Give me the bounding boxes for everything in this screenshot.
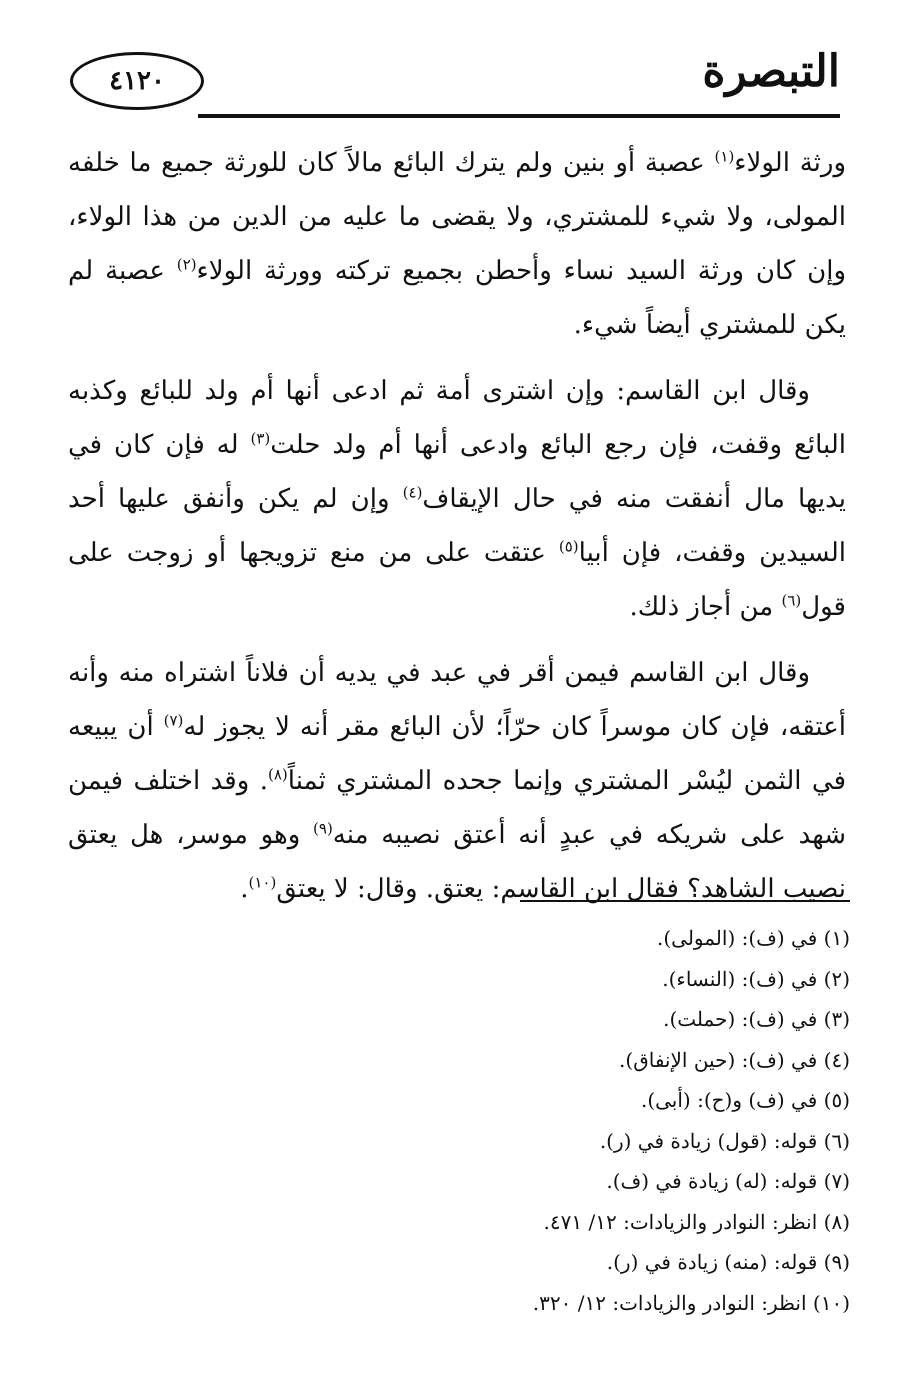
paragraph-text: ورثة الولاء	[734, 148, 846, 178]
footnote: (١٠) انظر: النوادر والزيادات: ١٢/ ٣٢٠.	[532, 1290, 850, 1315]
paragraph-text: عتقت على من منع تزويجها أو زوجت على قول	[68, 538, 846, 622]
paragraph-text: وقال ابن القاسم فيمن أقر في عبد في يديه أن فلاناً اشتراه منه وأنه أعتقه، فإن كان موسراً كان حرّاً؛ لأن البائع مقر أنه لا يجوز له	[68, 658, 846, 742]
page-number: ٤١٢٠	[109, 66, 165, 96]
paragraph-text: عصبة لم يكن للمشتري أيضاً شيء.	[68, 256, 846, 340]
footnote-marker: (١)	[714, 147, 735, 166]
footnote-marker: (٥)	[558, 537, 579, 556]
paragraph-text: . وقد اختلف فيمن شهد على شريكه في عبدٍ أنه أعتق نصيبه منه	[68, 766, 846, 850]
footnote: (٧) قوله: (له) زيادة في (ف).	[606, 1169, 850, 1193]
paragraph-text: عصبة أو بنين ولم يترك البائع مالاً كان للورثة جميع ما خلفه المولى، ولا شيء للمشتري، ولا يقضى ما عليه من الدين من هذا الولاء، وإن كان ورثة السيد نساء وأحطن بجميع تركته وورثة الولاء	[68, 148, 846, 286]
main-text	[68, 136, 846, 928]
book-title: التبصرة	[702, 46, 840, 97]
footnote-marker: (١٠)	[248, 873, 277, 892]
footnote-marker: (٩)	[313, 819, 333, 838]
paragraph-text: .	[240, 874, 249, 904]
paragraph	[68, 646, 846, 916]
page-number-badge	[70, 52, 204, 110]
header-rule	[198, 114, 840, 118]
footnote: (٥) في (ف) و(ح): (أبى).	[640, 1088, 850, 1112]
paragraph	[68, 136, 846, 352]
footnote: (٨) انظر: النوادر والزيادات: ١٢/ ٤٧١.	[543, 1209, 850, 1234]
footnote: (٢) في (ف): (النساء).	[662, 966, 850, 991]
footnote-marker: (٤)	[402, 483, 423, 502]
paragraph-text: أن يبيعه في الثمن ليُسْر المشتري وإنما جحده المشتري ثمناً	[68, 712, 847, 796]
footnote: (٣) في (ف): (حملت).	[663, 1007, 850, 1031]
footnote: (٦) قوله: (قول) زيادة في (ر).	[599, 1128, 850, 1153]
paragraph-text: له فإن كان في يديها مال أنفقت منه في حال الإيقاف	[68, 430, 846, 514]
page-header	[70, 40, 840, 120]
footnote-marker: (٧)	[163, 711, 184, 730]
footnote-marker: (٣)	[250, 429, 271, 448]
paragraph-text: وإن لم يكن وأنفق عليها أحد السيدين وقفت، فإن أبيا	[68, 484, 846, 568]
footnote-separator	[520, 900, 850, 902]
paragraph-text: من أجاز ذلك.	[629, 592, 782, 622]
footnote: (١) في (ف): (المولى).	[656, 926, 850, 950]
footnotes	[290, 918, 850, 1323]
paragraph-text: وهو موسر، هل يعتق نصيب الشاهد؟ فقال ابن القاسم: يعتق. وقال: لا يعتق	[68, 820, 846, 904]
footnote-marker: (٢)	[176, 255, 197, 274]
footnote: (٤) في (ف): (حين الإنفاق).	[619, 1047, 850, 1072]
footnote-marker: (٨)	[267, 765, 288, 784]
footnote: (٩) قوله: (منه) زيادة في (ر).	[606, 1250, 850, 1274]
paragraph	[68, 364, 846, 634]
paragraph-text: وقال ابن القاسم: وإن اشترى أمة ثم ادعى أنها أم ولد للبائع وكذبه البائع وقفت، فإن رجع البائع وادعى أنها أم ولد حلت	[68, 376, 847, 460]
footnote-marker: (٦)	[781, 591, 802, 610]
